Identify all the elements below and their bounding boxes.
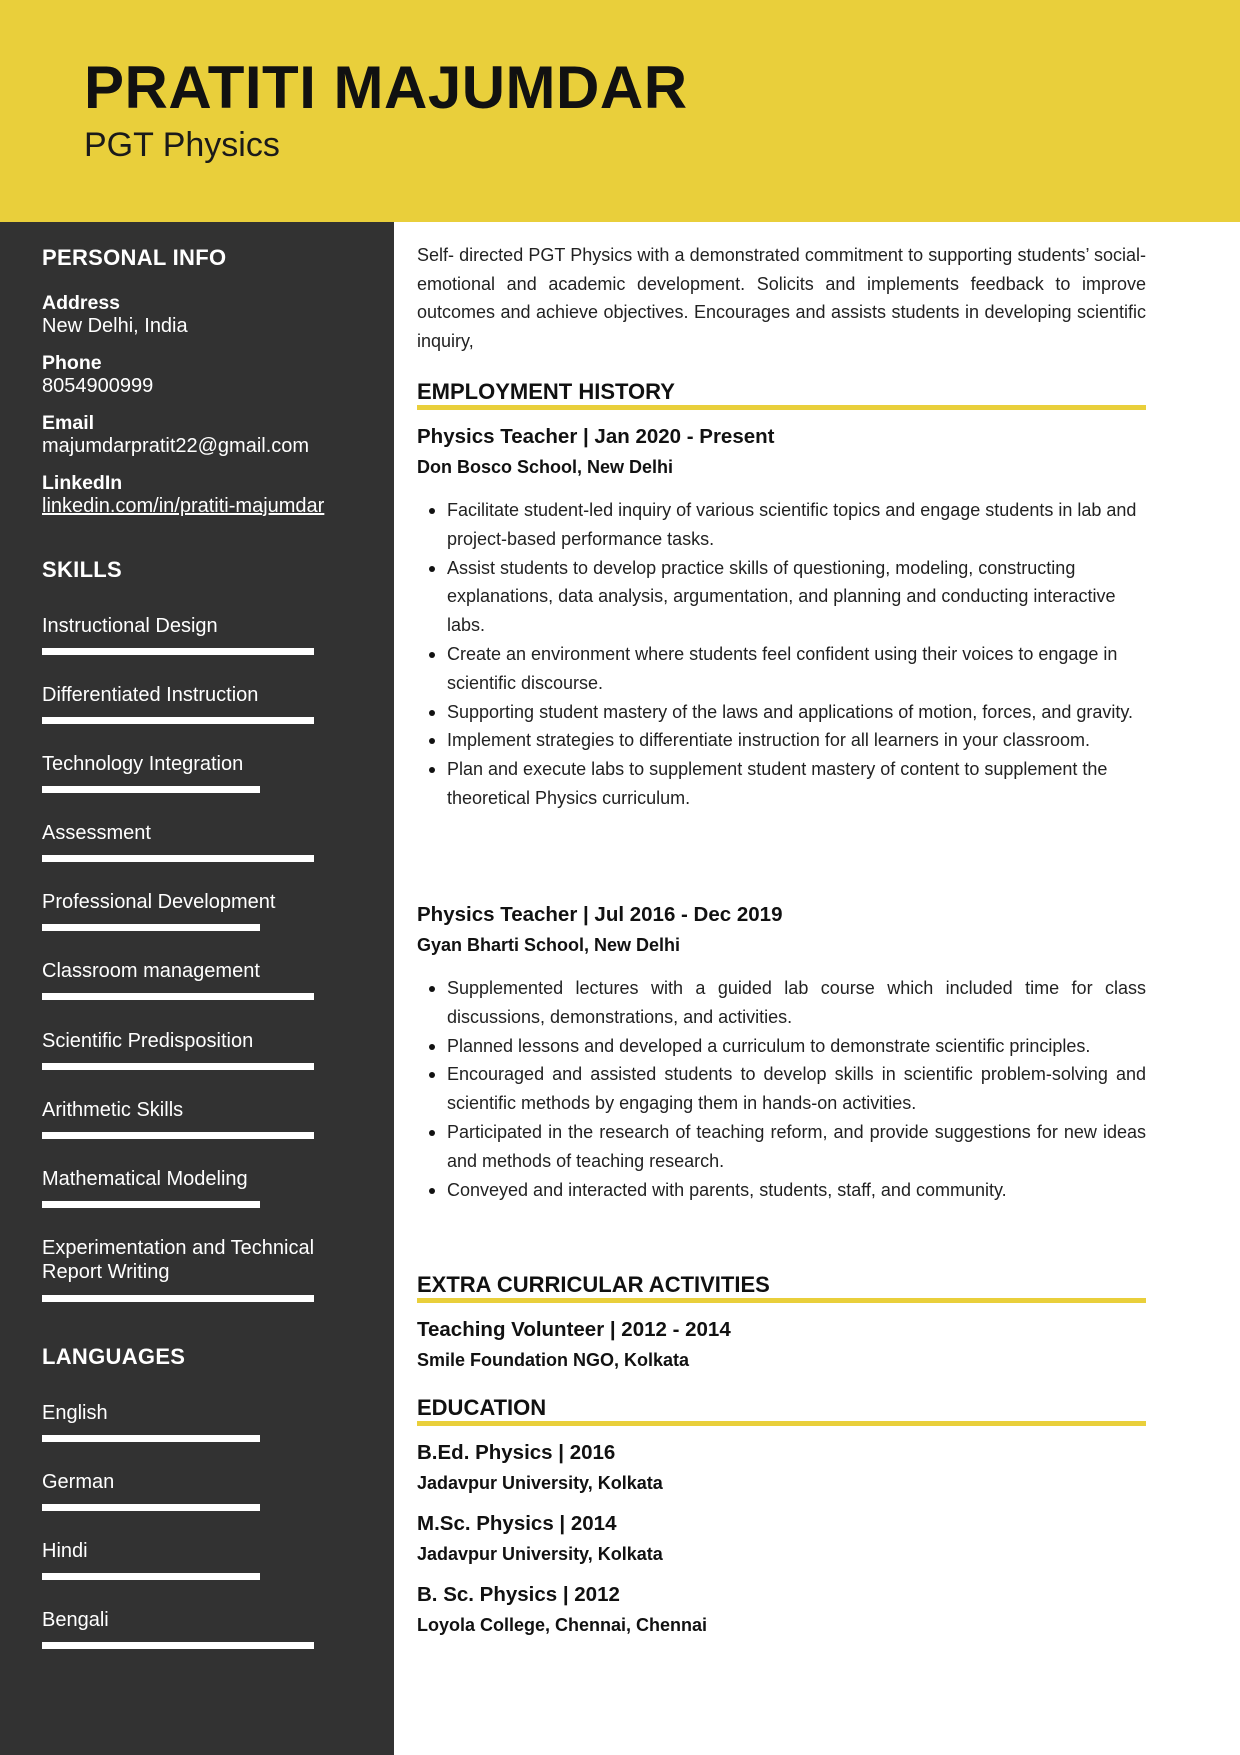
language-name: German: [42, 1471, 115, 1493]
profile-summary: Self- directed PGT Physics with a demonstrated commitment to supporting students’ social- emotional and academic development. Solicits and implements feedback to improve outcomes and achieve objectives. Encourages and assists students in developing scientific inquiry,: [417, 245, 1146, 352]
degree-school: Jadavpur University, Kolkata: [417, 1473, 663, 1493]
degree-school: Jadavpur University, Kolkata: [417, 1544, 663, 1564]
linkedin-link[interactable]: linkedin.com/in/pratiti-majumdar: [42, 495, 325, 517]
skills-heading: SKILLS: [42, 557, 123, 582]
language-name: Hindi: [42, 1540, 88, 1562]
job-title: Physics Teacher | Jan 2020 - Present: [417, 425, 775, 448]
activity-title: Teaching Volunteer | 2012 - 2014: [417, 1318, 731, 1341]
activity-org: Smile Foundation NGO, Kolkata: [417, 1350, 690, 1370]
list-item: Supplemented lectures with a guided lab course which included time for class discussions, demonstrations, and activities.: [417, 974, 1146, 1032]
education-heading: EDUCATION: [417, 1395, 547, 1420]
list-item: Encouraged and assisted students to develop skills in scientific problem-solving and scientific methods by engaging them in hands-on activities.: [417, 1060, 1146, 1118]
skill-level-bar: [42, 1132, 314, 1139]
language-level-bar: [42, 1642, 314, 1649]
list-item: Participated in the research of teaching reform, and provide suggestions for new ideas and methods of teaching research.: [417, 1118, 1146, 1176]
candidate-title: PGT Physics: [84, 126, 280, 164]
list-item: Implement strategies to differentiate instruction for all learners in your classroom.: [417, 726, 1146, 755]
job-duties-list: [417, 496, 1146, 813]
skill-name: Technology Integration: [42, 753, 244, 775]
employment-heading: EMPLOYMENT HISTORY: [417, 379, 675, 404]
skill-name: Professional Development: [42, 891, 276, 913]
skill-level-bar: [42, 1201, 260, 1208]
job-employer: Don Bosco School, New Delhi: [417, 457, 674, 477]
language-level-bar: [42, 1504, 260, 1511]
languages-heading: LANGUAGES: [42, 1344, 186, 1369]
email-label: Email: [42, 412, 95, 434]
skill-name: Mathematical Modeling: [42, 1168, 248, 1190]
language-level-bar: [42, 1573, 260, 1580]
skill-level-bar: [42, 855, 314, 862]
section-divider: [417, 405, 1146, 410]
skill-level-bar: [42, 993, 314, 1000]
list-item: Conveyed and interacted with parents, students, staff, and community.: [417, 1176, 1146, 1205]
phone-value: 8054900999: [42, 375, 154, 397]
degree-title: B. Sc. Physics | 2012: [417, 1583, 620, 1606]
skill-level-bar: [42, 717, 314, 724]
language-name: English: [42, 1402, 108, 1424]
skill-name: Instructional Design: [42, 615, 218, 637]
skill-name: Differentiated Instruction: [42, 684, 259, 706]
address-label: Address: [42, 292, 121, 314]
skill-name: Arithmetic Skills: [42, 1099, 184, 1121]
language-name: Bengali: [42, 1609, 109, 1631]
email-link[interactable]: majumdarpratit22@gmail.com: [42, 435, 310, 457]
skill-name: Assessment: [42, 822, 151, 844]
skill-name: Scientific Predisposition: [42, 1030, 254, 1052]
skill-level-bar: [42, 786, 260, 793]
degree-title: B.Ed. Physics | 2016: [417, 1441, 616, 1464]
skill-level-bar: [42, 648, 314, 655]
candidate-name: PRATITI MAJUMDAR: [84, 54, 688, 121]
job-duties-list: [417, 974, 1146, 1204]
skill-name: Experimentation and Technical Report Writing: [42, 1237, 315, 1283]
list-item: Assist students to develop practice skills of questioning, modeling, constructing explanations, data analysis, argumentation, and planning and conducting interactive labs.: [417, 554, 1146, 640]
list-item: Create an environment where students feel confident using their voices to engage in scientific discourse.: [417, 640, 1146, 698]
skill-level-bar: [42, 924, 260, 931]
job-employer: Gyan Bharti School, New Delhi: [417, 935, 681, 955]
extracurricular-heading: EXTRA CURRICULAR ACTIVITIES: [417, 1272, 770, 1297]
degree-title: M.Sc. Physics | 2014: [417, 1512, 617, 1535]
section-divider: [417, 1298, 1146, 1303]
personal-info-heading: PERSONAL INFO: [42, 245, 227, 270]
header-banner: [0, 0, 1240, 222]
skill-level-bar: [42, 1295, 314, 1302]
job-title: Physics Teacher | Jul 2016 - Dec 2019: [417, 903, 783, 926]
list-item: Planned lessons and developed a curriculum to demonstrate scientific principles.: [417, 1032, 1146, 1061]
section-divider: [417, 1421, 1146, 1426]
list-item: Plan and execute labs to supplement student mastery of content to supplement the theoretical Physics curriculum.: [417, 755, 1146, 813]
list-item: Facilitate student-led inquiry of various scientific topics and engage students in lab and project-based performance tasks.: [417, 496, 1146, 554]
phone-label: Phone: [42, 352, 102, 374]
list-item: Supporting student mastery of the laws and applications of motion, forces, and gravity.: [417, 698, 1146, 727]
skill-level-bar: [42, 1063, 314, 1070]
address-value: New Delhi, India: [42, 315, 188, 337]
skill-name: Classroom management: [42, 960, 260, 982]
degree-school: Loyola College, Chennai, Chennai: [417, 1615, 708, 1635]
linkedin-label: LinkedIn: [42, 472, 123, 494]
language-level-bar: [42, 1435, 260, 1442]
